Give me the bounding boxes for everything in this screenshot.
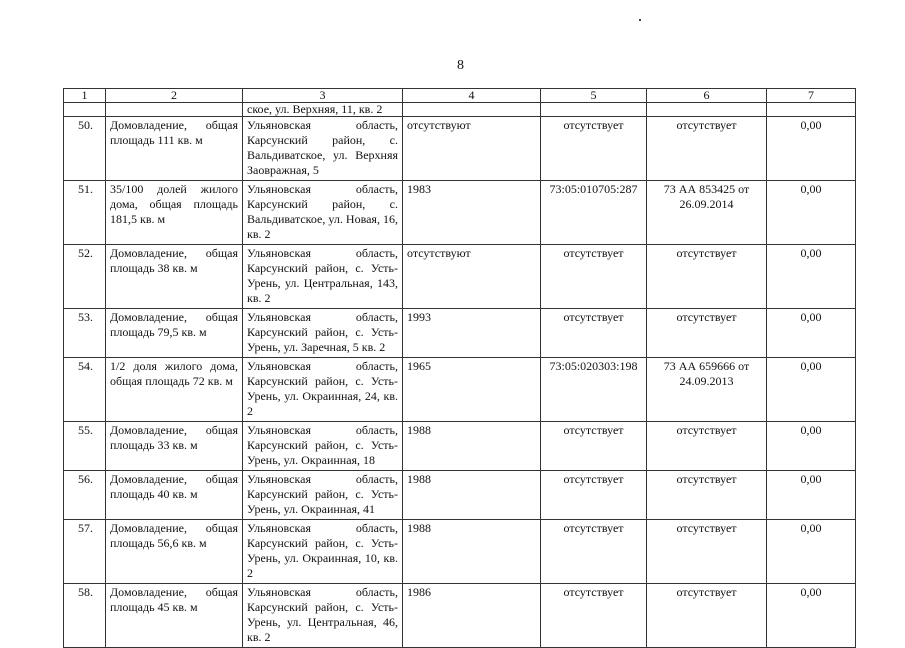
- property-value: 0,00: [767, 309, 856, 358]
- property-name: Домовладение, общая площадь 79,5 кв. м: [106, 309, 243, 358]
- cadastral-number: отсутствует: [541, 422, 647, 471]
- cadastral-number: отсутствует: [541, 117, 647, 181]
- cadastral-number: отсутствует: [541, 471, 647, 520]
- property-address: Ульяновская область, Карсунский район, с. Усть-Урень, ул. Окраинная, 18: [243, 422, 403, 471]
- property-year: 1986: [403, 584, 541, 648]
- property-year: 1983: [403, 181, 541, 245]
- cadastral-number: отсутствует: [541, 309, 647, 358]
- row-number: 56.: [64, 471, 106, 520]
- property-name: 35/100 долей жилого дома, общая площадь 181,5 кв. м: [106, 181, 243, 245]
- row-number: 58.: [64, 584, 106, 648]
- table-row: [64, 471, 856, 520]
- table-row: [64, 181, 856, 245]
- certificate: 73 АА 853425 от 26.09.2014: [647, 181, 767, 245]
- property-value: 0,00: [767, 422, 856, 471]
- column-number-row: [64, 89, 856, 103]
- certificate: отсутствует: [647, 520, 767, 584]
- continuation-cell: [541, 103, 647, 117]
- property-value: 0,00: [767, 520, 856, 584]
- property-address: Ульяновская область, Карсунский район, с. Усть-Урень, ул. Окраинная, 41: [243, 471, 403, 520]
- property-table: [63, 88, 856, 648]
- cadastral-number: отсутствует: [541, 520, 647, 584]
- cadastral-number: отсутствует: [541, 245, 647, 309]
- certificate: отсутствует: [647, 117, 767, 181]
- row-number: 51.: [64, 181, 106, 245]
- column-header: 4: [403, 89, 541, 103]
- property-address: Ульяновская область, Карсунский район, с. Усть-Урень, ул. Центральная, 46, кв. 2: [243, 584, 403, 648]
- table-row: [64, 117, 856, 181]
- column-header: 6: [647, 89, 767, 103]
- cadastral-number: 73:05:020303:198: [541, 358, 647, 422]
- row-number: 57.: [64, 520, 106, 584]
- column-header: 1: [64, 89, 106, 103]
- property-name: Домовладение, общая площадь 111 кв. м: [106, 117, 243, 181]
- column-header: 3: [243, 89, 403, 103]
- property-value: 0,00: [767, 471, 856, 520]
- property-value: 0,00: [767, 584, 856, 648]
- column-header: 7: [767, 89, 856, 103]
- row-number: 54.: [64, 358, 106, 422]
- table-row: [64, 245, 856, 309]
- certificate: отсутствует: [647, 471, 767, 520]
- cadastral-number: 73:05:010705:287: [541, 181, 647, 245]
- certificate: отсутствует: [647, 422, 767, 471]
- property-name: Домовладение, общая площадь 56,6 кв. м: [106, 520, 243, 584]
- row-number: 52.: [64, 245, 106, 309]
- property-name: Домовладение, общая площадь 45 кв. м: [106, 584, 243, 648]
- column-header: 5: [541, 89, 647, 103]
- property-address: Ульяновская область, Карсунский район, с. Вальдиватское, ул. Новая, 16, кв. 2: [243, 181, 403, 245]
- continuation-cell: ское, ул. Верхняя, 11, кв. 2: [243, 103, 403, 117]
- property-value: 0,00: [767, 245, 856, 309]
- property-address: Ульяновская область, Карсунский район, с. Вальдиватское, ул. Верхняя Заовражная, 5: [243, 117, 403, 181]
- property-value: 0,00: [767, 117, 856, 181]
- property-address: Ульяновская область, Карсунский район, с. Усть-Урень, ул. Центральная, 143, кв. 2: [243, 245, 403, 309]
- property-address: Ульяновская область, Карсунский район, с. Усть-Урень, ул. Окраинная, 10, кв. 2: [243, 520, 403, 584]
- property-year: 1993: [403, 309, 541, 358]
- property-value: 0,00: [767, 181, 856, 245]
- certificate: отсутствует: [647, 245, 767, 309]
- property-address: Ульяновская область, Карсунский район, с. Усть-Урень, ул. Заречная, 5 кв. 2: [243, 309, 403, 358]
- continuation-cell: [403, 103, 541, 117]
- table-row: [64, 584, 856, 648]
- property-year: отсутствуют: [403, 245, 541, 309]
- column-header: 2: [106, 89, 243, 103]
- property-name: Домовладение, общая площадь 40 кв. м: [106, 471, 243, 520]
- property-value: 0,00: [767, 358, 856, 422]
- property-year: 1965: [403, 358, 541, 422]
- table-row: [64, 309, 856, 358]
- property-year: 1988: [403, 471, 541, 520]
- row-number: 53.: [64, 309, 106, 358]
- continuation-row: [64, 103, 856, 117]
- continuation-cell: [767, 103, 856, 117]
- page-number: 8: [457, 58, 464, 73]
- property-year: отсутствуют: [403, 117, 541, 181]
- row-number: 50.: [64, 117, 106, 181]
- cadastral-number: отсутствует: [541, 584, 647, 648]
- property-year: 1988: [403, 422, 541, 471]
- property-name: Домовладение, общая площадь 38 кв. м: [106, 245, 243, 309]
- table-row: [64, 422, 856, 471]
- certificate: отсутствует: [647, 584, 767, 648]
- table-row: [64, 520, 856, 584]
- scan-speck: [639, 19, 641, 21]
- property-year: 1988: [403, 520, 541, 584]
- continuation-cell: [106, 103, 243, 117]
- certificate: отсутствует: [647, 309, 767, 358]
- table-row: [64, 358, 856, 422]
- property-address: Ульяновская область, Карсунский район, с. Усть-Урень, ул. Окраинная, 24, кв. 2: [243, 358, 403, 422]
- continuation-cell: [647, 103, 767, 117]
- property-name: 1/2 доля жилого дома, общая площадь 72 кв. м: [106, 358, 243, 422]
- row-number: 55.: [64, 422, 106, 471]
- continuation-cell: [64, 103, 106, 117]
- property-name: Домовладение, общая площадь 33 кв. м: [106, 422, 243, 471]
- certificate: 73 АА 659666 от 24.09.2013: [647, 358, 767, 422]
